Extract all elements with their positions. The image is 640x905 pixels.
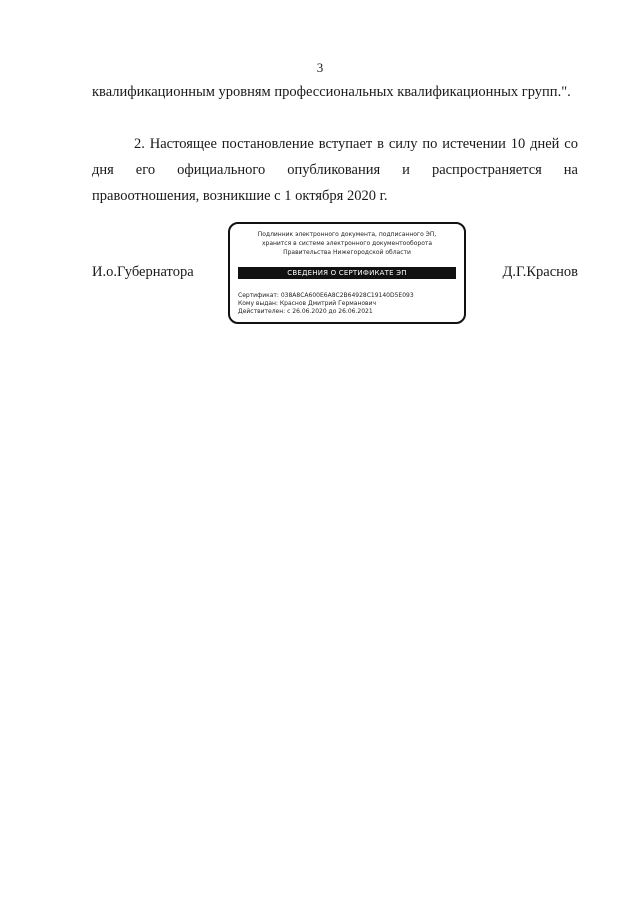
validity-label: Действителен: (238, 308, 286, 315)
signer-name: Д.Г.Краснов (502, 264, 578, 280)
validity-row (238, 308, 458, 316)
certificate-label: Сертификат: (238, 292, 279, 299)
stamp-intro-line: хранится в системе электронного документооборота (261, 240, 433, 247)
stamp-intro-line: Подлинник электронного документа, подписанного ЭП, (257, 231, 437, 238)
stamp-intro-line: Правительства Нижегородской области (283, 249, 411, 256)
certificate-row (238, 292, 458, 300)
signer-title: И.о.Губернатора (92, 264, 194, 280)
stamp-intro (230, 230, 464, 257)
issued-to-label: Кому выдан: (238, 300, 278, 307)
stamp-details (238, 292, 458, 316)
validity-value: с 26.06.2020 до 26.06.2021 (287, 308, 373, 315)
certificate-value: 038A8CA600E6A8C2B64928C19140D5E093 (280, 292, 414, 299)
page-number: 3 (316, 60, 324, 75)
issued-to-row (238, 300, 458, 308)
paragraph-continuation: квалификационным уровням профессиональных квалификационных групп.". (92, 84, 571, 100)
stamp-header: СВЕДЕНИЯ О СЕРТИФИКАТЕ ЭП (238, 267, 456, 279)
electronic-signature-stamp (228, 222, 466, 324)
paragraph-clause-2: 2. Настоящее постановление вступает в силу по истечении 10 дней со дня его официального опубликования и распространяется на правоотношения, возникшие с 1 октября 2020 г. (92, 136, 578, 204)
issued-to-value: Краснов Дмитрий Германович (279, 300, 377, 307)
